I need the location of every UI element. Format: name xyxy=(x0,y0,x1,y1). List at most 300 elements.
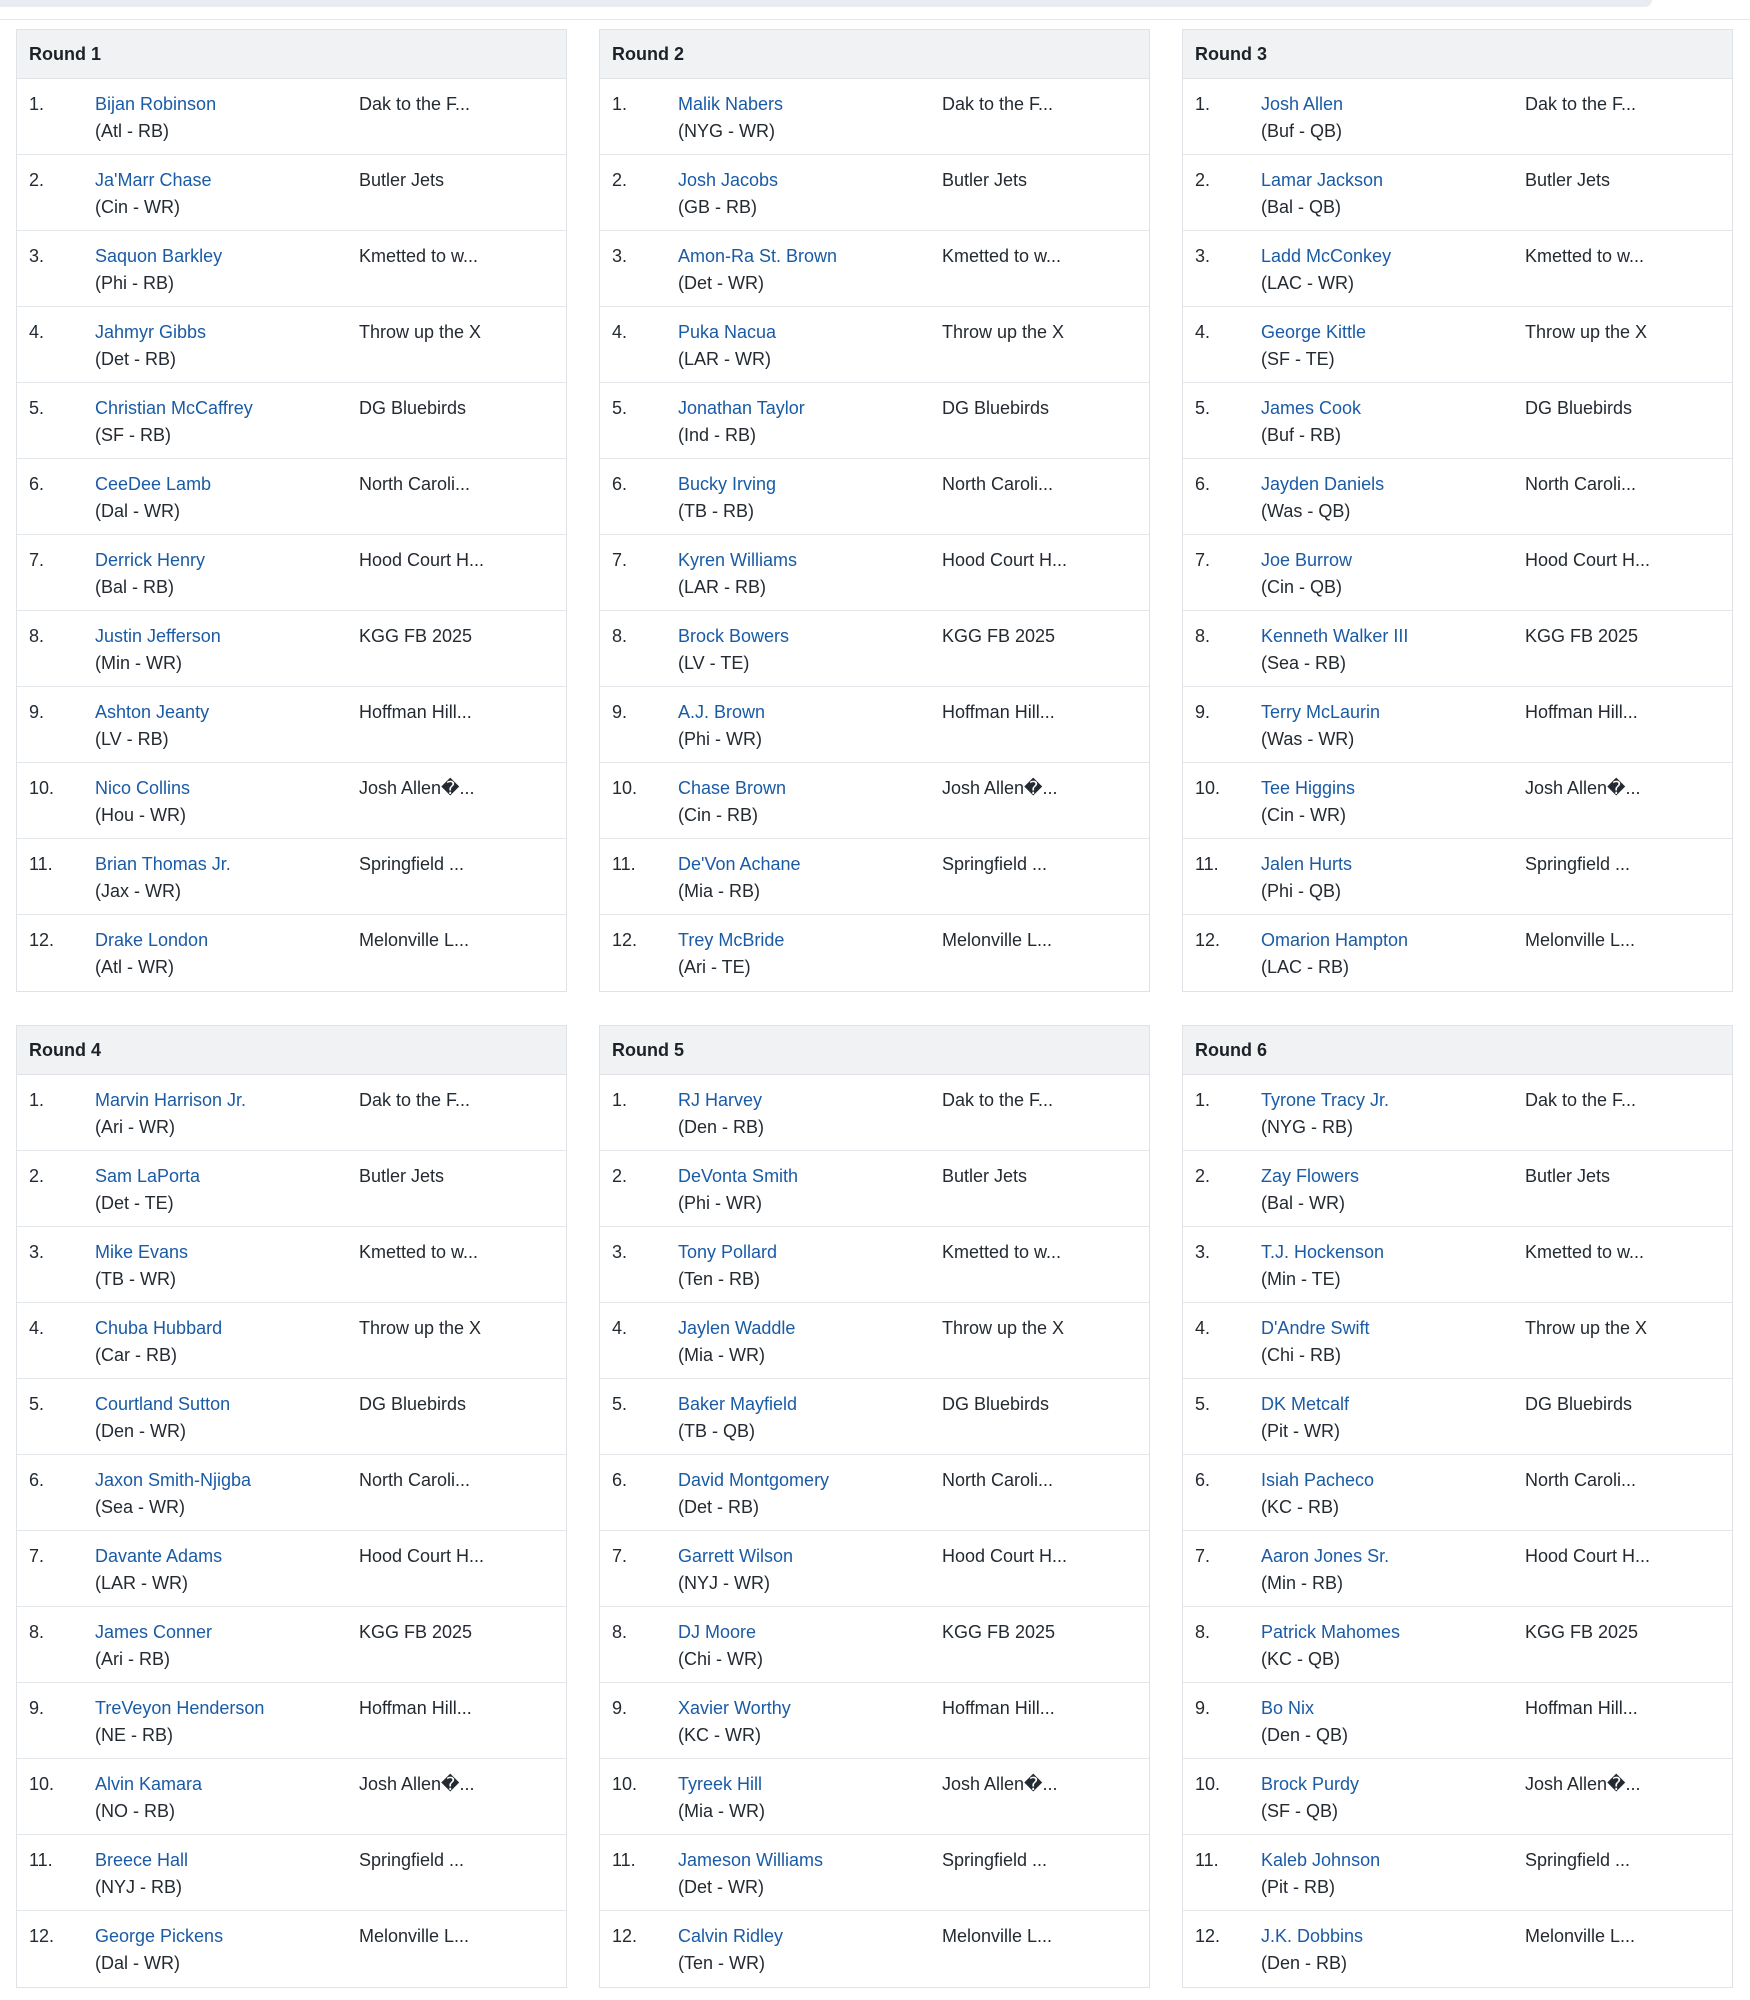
pick-row xyxy=(1183,1455,1732,1531)
pick-row xyxy=(1183,1683,1732,1759)
player-team-position: (Dal - WR) xyxy=(95,1953,180,1973)
pick-row xyxy=(600,1683,1149,1759)
player-name-link[interactable]: Brock Bowers xyxy=(678,626,790,646)
player-name-link[interactable]: David Montgomery xyxy=(678,1470,830,1490)
pick-row xyxy=(17,535,566,611)
fantasy-team-name: Josh Allen�... xyxy=(1525,778,1641,798)
fantasy-team-name: KGG FB 2025 xyxy=(942,626,1056,646)
player-team-position: (Sea - RB) xyxy=(1261,653,1347,673)
fantasy-team-name: Butler Jets xyxy=(1525,170,1611,190)
player-team-position: (Cin - WR) xyxy=(1261,805,1346,825)
fantasy-team-name: DG Bluebirds xyxy=(942,398,1050,418)
player-name-link[interactable]: A.J. Brown xyxy=(678,702,766,722)
player-cell xyxy=(95,851,359,905)
pick-row xyxy=(17,839,566,915)
player-team-position: (Det - TE) xyxy=(95,1193,174,1213)
pick-row xyxy=(17,307,566,383)
pick-number: 2. xyxy=(1195,1166,1211,1186)
player-name-link[interactable]: Alvin Kamara xyxy=(95,1774,203,1794)
pick-row xyxy=(17,1759,566,1835)
pick-row xyxy=(17,763,566,839)
fantasy-team-name: KGG FB 2025 xyxy=(359,1622,473,1642)
pick-number: 10. xyxy=(612,1774,638,1794)
pick-number: 6. xyxy=(1195,474,1211,494)
player-team-position: (KC - WR) xyxy=(678,1725,761,1745)
pick-number: 12. xyxy=(1195,1926,1221,1946)
player-team-position: (Det - WR) xyxy=(678,273,764,293)
player-name-link[interactable]: Tyreek Hill xyxy=(678,1774,763,1794)
pick-row xyxy=(1183,915,1732,991)
pick-row xyxy=(600,1911,1149,1987)
fantasy-team-name: North Caroli... xyxy=(359,474,471,494)
player-cell xyxy=(1261,1239,1525,1293)
pick-number: 2. xyxy=(29,170,45,190)
pick-row xyxy=(17,1683,566,1759)
player-name-link[interactable]: Isiah Pacheco xyxy=(1261,1470,1375,1490)
fantasy-team-name: DG Bluebirds xyxy=(359,1394,467,1414)
pick-number: 8. xyxy=(612,1622,628,1642)
player-team-position: (LAR - RB) xyxy=(678,577,767,597)
pick-number: 11. xyxy=(612,1850,636,1870)
pick-number: 5. xyxy=(612,1394,628,1414)
round-header: Round 2 xyxy=(600,30,1149,79)
player-name-link[interactable]: Josh Jacobs xyxy=(678,170,779,190)
player-cell xyxy=(1261,167,1525,221)
fantasy-team-name: DG Bluebirds xyxy=(1525,1394,1633,1414)
round-header: Round 1 xyxy=(17,30,566,79)
pick-number: 5. xyxy=(612,398,628,418)
player-name-link[interactable]: Bijan Robinson xyxy=(95,94,217,114)
player-team-position: (Den - RB) xyxy=(678,1117,765,1137)
player-name-link[interactable]: Jayden Daniels xyxy=(1261,474,1385,494)
player-team-position: (Ten - RB) xyxy=(678,1269,761,1289)
player-cell xyxy=(1261,775,1525,829)
player-cell xyxy=(678,1847,942,1901)
player-cell xyxy=(95,1315,359,1369)
player-name-link[interactable]: Zay Flowers xyxy=(1261,1166,1360,1186)
fantasy-team-name: Josh Allen�... xyxy=(942,1774,1058,1794)
player-cell xyxy=(678,1315,942,1369)
fantasy-team-name: Butler Jets xyxy=(359,170,445,190)
player-cell xyxy=(1261,1695,1525,1749)
player-team-position: (Cin - QB) xyxy=(1261,577,1342,597)
player-cell xyxy=(678,699,942,753)
player-name-link[interactable]: DeVonta Smith xyxy=(678,1166,799,1186)
player-name-link[interactable]: Jameson Williams xyxy=(678,1850,824,1870)
player-name-link[interactable]: Patrick Mahomes xyxy=(1261,1622,1401,1642)
player-name-link[interactable]: Xavier Worthy xyxy=(678,1698,791,1718)
player-name-link[interactable]: Kenneth Walker III xyxy=(1261,626,1409,646)
player-team-position: (Mia - WR) xyxy=(678,1345,765,1365)
round-table xyxy=(16,1025,567,1988)
fantasy-team-name: Melonville L... xyxy=(942,1926,1053,1946)
player-name-link[interactable]: Breece Hall xyxy=(95,1850,189,1870)
pick-row xyxy=(600,915,1149,991)
fantasy-team-name: Throw up the X xyxy=(359,322,482,342)
player-name-link[interactable]: Amon-Ra St. Brown xyxy=(678,246,838,266)
player-team-position: (NE - RB) xyxy=(95,1725,173,1745)
pick-number: 8. xyxy=(1195,626,1211,646)
player-team-position: (LAC - RB) xyxy=(1261,957,1350,977)
pick-number: 11. xyxy=(29,1850,53,1870)
player-name-link[interactable]: Lamar Jackson xyxy=(1261,170,1384,190)
pick-number: 5. xyxy=(1195,398,1211,418)
pick-number: 2. xyxy=(29,1166,45,1186)
player-cell xyxy=(1261,623,1525,677)
pick-row xyxy=(600,1227,1149,1303)
fantasy-team-name: Butler Jets xyxy=(942,170,1028,190)
player-cell xyxy=(1261,927,1525,981)
fantasy-team-name: Hood Court H... xyxy=(359,1546,485,1566)
player-team-position: (Phi - WR) xyxy=(678,729,762,749)
player-name-link[interactable]: Kyren Williams xyxy=(678,550,798,570)
pick-number: 7. xyxy=(1195,550,1211,570)
player-cell xyxy=(1261,319,1525,373)
fantasy-team-name: KGG FB 2025 xyxy=(942,1622,1056,1642)
player-cell xyxy=(678,1771,942,1825)
pick-row xyxy=(600,1835,1149,1911)
player-name-link[interactable]: Tyrone Tracy Jr. xyxy=(1261,1090,1390,1110)
pick-number: 3. xyxy=(29,1242,45,1262)
player-name-link[interactable]: Joe Burrow xyxy=(1261,550,1353,570)
pick-number: 12. xyxy=(29,930,55,950)
pick-row xyxy=(600,155,1149,231)
player-cell xyxy=(95,395,359,449)
player-cell xyxy=(95,775,359,829)
player-name-link[interactable]: Chuba Hubbard xyxy=(95,1318,223,1338)
pick-row xyxy=(17,1227,566,1303)
player-team-position: (Den - WR) xyxy=(95,1421,186,1441)
player-name-link[interactable]: Jaylen Waddle xyxy=(678,1318,796,1338)
player-cell xyxy=(1261,1315,1525,1369)
player-cell xyxy=(678,1163,942,1217)
fantasy-team-name: Throw up the X xyxy=(359,1318,482,1338)
pick-row xyxy=(1183,459,1732,535)
player-team-position: (Atl - WR) xyxy=(95,957,174,977)
fantasy-team-name: Melonville L... xyxy=(359,930,470,950)
pick-number: 9. xyxy=(1195,702,1211,722)
pick-row xyxy=(600,1075,1149,1151)
pick-row xyxy=(17,79,566,155)
pick-number: 7. xyxy=(1195,1546,1211,1566)
player-team-position: (Det - WR) xyxy=(678,1877,764,1897)
player-team-position: (GB - RB) xyxy=(678,197,757,217)
player-name-link[interactable]: James Conner xyxy=(95,1622,213,1642)
player-name-link[interactable]: Jahmyr Gibbs xyxy=(95,322,207,342)
pick-row xyxy=(600,1759,1149,1835)
player-name-link[interactable]: Josh Allen xyxy=(1261,94,1344,114)
player-team-position: (Buf - RB) xyxy=(1261,425,1342,445)
pick-row xyxy=(1183,1607,1732,1683)
player-name-link[interactable]: Jalen Hurts xyxy=(1261,854,1353,874)
player-name-link[interactable]: Calvin Ridley xyxy=(678,1926,784,1946)
player-team-position: (Mia - RB) xyxy=(678,881,760,901)
player-name-link[interactable]: Bucky Irving xyxy=(678,474,777,494)
pick-number: 5. xyxy=(1195,1394,1211,1414)
player-cell xyxy=(1261,1163,1525,1217)
player-name-link[interactable]: Baker Mayfield xyxy=(678,1394,798,1414)
player-name-link[interactable]: Garrett Wilson xyxy=(678,1546,794,1566)
fantasy-team-name: Throw up the X xyxy=(942,1318,1065,1338)
draft-results-grid xyxy=(16,29,1734,1988)
player-team-position: (Den - RB) xyxy=(1261,1953,1348,1973)
player-team-position: (Was - WR) xyxy=(1261,729,1355,749)
pick-number: 6. xyxy=(1195,1470,1211,1490)
player-cell xyxy=(1261,471,1525,525)
pick-number: 4. xyxy=(1195,322,1211,342)
pick-row xyxy=(1183,1303,1732,1379)
pick-row xyxy=(1183,1911,1732,1987)
player-name-link[interactable]: Ashton Jeanty xyxy=(95,702,210,722)
pick-row xyxy=(600,1531,1149,1607)
player-name-link[interactable]: Chase Brown xyxy=(678,778,787,798)
pick-row xyxy=(1183,383,1732,459)
player-name-link[interactable]: DJ Moore xyxy=(678,1622,757,1642)
player-name-link[interactable]: Jaxon Smith-Njigba xyxy=(95,1470,252,1490)
player-name-link[interactable]: Saquon Barkley xyxy=(95,246,223,266)
pick-row xyxy=(1183,1531,1732,1607)
player-team-position: (Pit - WR) xyxy=(1261,1421,1340,1441)
player-name-link[interactable]: RJ Harvey xyxy=(678,1090,763,1110)
pick-number: 3. xyxy=(1195,1242,1211,1262)
pick-number: 1. xyxy=(29,94,45,114)
player-team-position: (SF - QB) xyxy=(1261,1801,1338,1821)
player-name-link[interactable]: J.K. Dobbins xyxy=(1261,1926,1364,1946)
player-cell xyxy=(1261,1467,1525,1521)
player-name-link[interactable]: Kaleb Johnson xyxy=(1261,1850,1381,1870)
player-team-position: (Ind - RB) xyxy=(678,425,757,445)
player-name-link[interactable]: Courtland Sutton xyxy=(95,1394,231,1414)
player-name-link[interactable]: TreVeyon Henderson xyxy=(95,1698,265,1718)
pick-number: 4. xyxy=(29,322,45,342)
player-team-position: (Det - RB) xyxy=(678,1497,759,1517)
player-cell xyxy=(678,471,942,525)
pick-number: 5. xyxy=(29,1394,45,1414)
pick-number: 7. xyxy=(29,550,45,570)
fantasy-team-name: North Caroli... xyxy=(942,474,1054,494)
fantasy-team-name: Dak to the F... xyxy=(1525,94,1637,114)
player-name-link[interactable]: Ladd McConkey xyxy=(1261,246,1392,266)
pick-row xyxy=(1183,155,1732,231)
player-team-position: (KC - QB) xyxy=(1261,1649,1340,1669)
player-cell xyxy=(1261,1087,1525,1141)
player-cell xyxy=(95,243,359,297)
fantasy-team-name: Springfield ... xyxy=(1525,1850,1631,1870)
player-cell xyxy=(678,927,942,981)
pick-number: 11. xyxy=(1195,854,1219,874)
fantasy-team-name: North Caroli... xyxy=(359,1470,471,1490)
player-name-link[interactable]: Tee Higgins xyxy=(1261,778,1356,798)
pick-row xyxy=(600,535,1149,611)
pick-row xyxy=(1183,687,1732,763)
fantasy-team-name: Hood Court H... xyxy=(942,1546,1068,1566)
player-cell xyxy=(678,1695,942,1749)
fantasy-team-name: Kmetted to w... xyxy=(359,246,479,266)
player-team-position: (NYG - WR) xyxy=(678,121,775,141)
player-name-link[interactable]: Christian McCaffrey xyxy=(95,398,253,418)
player-name-link[interactable]: George Kittle xyxy=(1261,322,1367,342)
pick-number: 1. xyxy=(29,1090,45,1110)
player-team-position: (Bal - QB) xyxy=(1261,197,1342,217)
pick-row xyxy=(17,1075,566,1151)
pick-number: 6. xyxy=(612,474,628,494)
player-name-link[interactable]: Bo Nix xyxy=(1261,1698,1315,1718)
top-divider xyxy=(0,19,1750,20)
player-cell xyxy=(678,851,942,905)
player-team-position: (Bal - WR) xyxy=(1261,1193,1345,1213)
player-name-link[interactable]: DK Metcalf xyxy=(1261,1394,1350,1414)
player-team-position: (Chi - RB) xyxy=(1261,1345,1341,1365)
player-cell xyxy=(95,1087,359,1141)
pick-row xyxy=(1183,1227,1732,1303)
pick-row xyxy=(17,915,566,991)
fantasy-team-name: Butler Jets xyxy=(1525,1166,1611,1186)
fantasy-team-name: Dak to the F... xyxy=(359,94,471,114)
player-cell xyxy=(95,699,359,753)
player-name-link[interactable]: Malik Nabers xyxy=(678,94,784,114)
player-name-link[interactable]: Mike Evans xyxy=(95,1242,189,1262)
player-team-position: (SF - TE) xyxy=(1261,349,1335,369)
player-team-position: (Ari - WR) xyxy=(95,1117,175,1137)
pick-number: 6. xyxy=(612,1470,628,1490)
pick-number: 12. xyxy=(1195,930,1221,950)
player-name-link[interactable]: Jonathan Taylor xyxy=(678,398,805,418)
fantasy-team-name: Hoffman Hill... xyxy=(359,1698,472,1718)
pick-row xyxy=(600,839,1149,915)
player-team-position: (NYJ - WR) xyxy=(678,1573,770,1593)
fantasy-team-name: Hoffman Hill... xyxy=(359,702,472,722)
player-cell xyxy=(1261,91,1525,145)
pick-number: 9. xyxy=(612,1698,628,1718)
player-cell xyxy=(1261,1923,1525,1977)
player-cell xyxy=(1261,699,1525,753)
pick-number: 12. xyxy=(612,1926,638,1946)
player-cell xyxy=(678,167,942,221)
player-cell xyxy=(678,91,942,145)
player-cell xyxy=(678,395,942,449)
fantasy-team-name: Springfield ... xyxy=(359,854,465,874)
pick-row xyxy=(600,763,1149,839)
pick-row xyxy=(17,383,566,459)
player-name-link[interactable]: CeeDee Lamb xyxy=(95,474,212,494)
player-cell xyxy=(1261,1619,1525,1673)
player-name-link[interactable]: James Cook xyxy=(1261,398,1362,418)
pick-number: 3. xyxy=(612,1242,628,1262)
player-name-link[interactable]: Trey McBride xyxy=(678,930,785,950)
player-name-link[interactable]: Brock Purdy xyxy=(1261,1774,1360,1794)
player-name-link[interactable]: Terry McLaurin xyxy=(1261,702,1381,722)
fantasy-team-name: Hoffman Hill... xyxy=(1525,1698,1638,1718)
pick-row xyxy=(600,611,1149,687)
player-team-position: (TB - RB) xyxy=(678,501,754,521)
pick-number: 7. xyxy=(29,1546,45,1566)
player-team-position: (Phi - WR) xyxy=(678,1193,762,1213)
player-team-position: (Phi - RB) xyxy=(95,273,175,293)
player-cell xyxy=(95,1543,359,1597)
round-table xyxy=(16,29,567,992)
player-name-link[interactable]: Aaron Jones Sr. xyxy=(1261,1546,1390,1566)
pick-row xyxy=(600,459,1149,535)
pick-row xyxy=(17,231,566,307)
player-name-link[interactable]: D'Andre Swift xyxy=(1261,1318,1370,1338)
round-table xyxy=(1182,29,1733,992)
fantasy-team-name: Josh Allen�... xyxy=(1525,1774,1641,1794)
pick-row xyxy=(17,1531,566,1607)
player-name-link[interactable]: George Pickens xyxy=(95,1926,224,1946)
pick-number: 3. xyxy=(1195,246,1211,266)
pick-row xyxy=(1183,1379,1732,1455)
pick-row xyxy=(600,383,1149,459)
pick-row xyxy=(17,611,566,687)
pick-row xyxy=(17,155,566,231)
player-cell xyxy=(678,623,942,677)
pick-row xyxy=(600,79,1149,155)
player-name-link[interactable]: Derrick Henry xyxy=(95,550,206,570)
round-table xyxy=(599,29,1150,992)
player-name-link[interactable]: Drake London xyxy=(95,930,209,950)
player-team-position: (Den - QB) xyxy=(1261,1725,1349,1745)
player-name-link[interactable]: Marvin Harrison Jr. xyxy=(95,1090,247,1110)
pick-number: 10. xyxy=(1195,1774,1221,1794)
pick-number: 2. xyxy=(1195,170,1211,190)
player-name-link[interactable]: Justin Jefferson xyxy=(95,626,221,646)
player-team-position: (Cin - WR) xyxy=(95,197,180,217)
pick-number: 4. xyxy=(1195,1318,1211,1338)
pick-number: 7. xyxy=(612,550,628,570)
pick-number: 10. xyxy=(1195,778,1221,798)
pick-number: 6. xyxy=(29,1470,45,1490)
fantasy-team-name: Hood Court H... xyxy=(942,550,1068,570)
pick-row xyxy=(600,307,1149,383)
round-header: Round 4 xyxy=(17,1026,566,1075)
player-cell xyxy=(95,927,359,981)
pick-row xyxy=(600,1151,1149,1227)
player-team-position: (Ari - TE) xyxy=(678,957,751,977)
player-name-link[interactable]: Tony Pollard xyxy=(678,1242,778,1262)
player-name-link[interactable]: Nico Collins xyxy=(95,778,191,798)
player-team-position: (LAR - WR) xyxy=(95,1573,188,1593)
player-team-position: (SF - RB) xyxy=(95,425,171,445)
player-team-position: (Phi - QB) xyxy=(1261,881,1342,901)
top-scroll-bar xyxy=(0,0,1652,7)
player-name-link[interactable]: T.J. Hockenson xyxy=(1261,1242,1385,1262)
player-name-link[interactable]: Sam LaPorta xyxy=(95,1166,201,1186)
player-name-link[interactable]: Puka Nacua xyxy=(678,322,777,342)
player-cell xyxy=(1261,1543,1525,1597)
player-name-link[interactable]: De'Von Achane xyxy=(678,854,801,874)
player-name-link[interactable]: Davante Adams xyxy=(95,1546,223,1566)
fantasy-team-name: Melonville L... xyxy=(942,930,1053,950)
player-cell xyxy=(95,1163,359,1217)
player-name-link[interactable]: Ja'Marr Chase xyxy=(95,170,212,190)
player-name-link[interactable]: Omarion Hampton xyxy=(1261,930,1409,950)
fantasy-team-name: Kmetted to w... xyxy=(942,246,1062,266)
pick-number: 11. xyxy=(1195,1850,1219,1870)
round-header: Round 6 xyxy=(1183,1026,1732,1075)
fantasy-team-name: Hoffman Hill... xyxy=(942,1698,1055,1718)
player-name-link[interactable]: Brian Thomas Jr. xyxy=(95,854,231,874)
pick-number: 1. xyxy=(1195,1090,1211,1110)
player-team-position: (Mia - WR) xyxy=(678,1801,765,1821)
player-cell xyxy=(95,1923,359,1977)
pick-number: 4. xyxy=(612,1318,628,1338)
player-team-position: (Min - TE) xyxy=(1261,1269,1341,1289)
player-cell xyxy=(1261,243,1525,297)
pick-number: 10. xyxy=(29,778,55,798)
pick-number: 8. xyxy=(612,626,628,646)
pick-row xyxy=(600,1455,1149,1531)
fantasy-team-name: Hood Court H... xyxy=(359,550,485,570)
